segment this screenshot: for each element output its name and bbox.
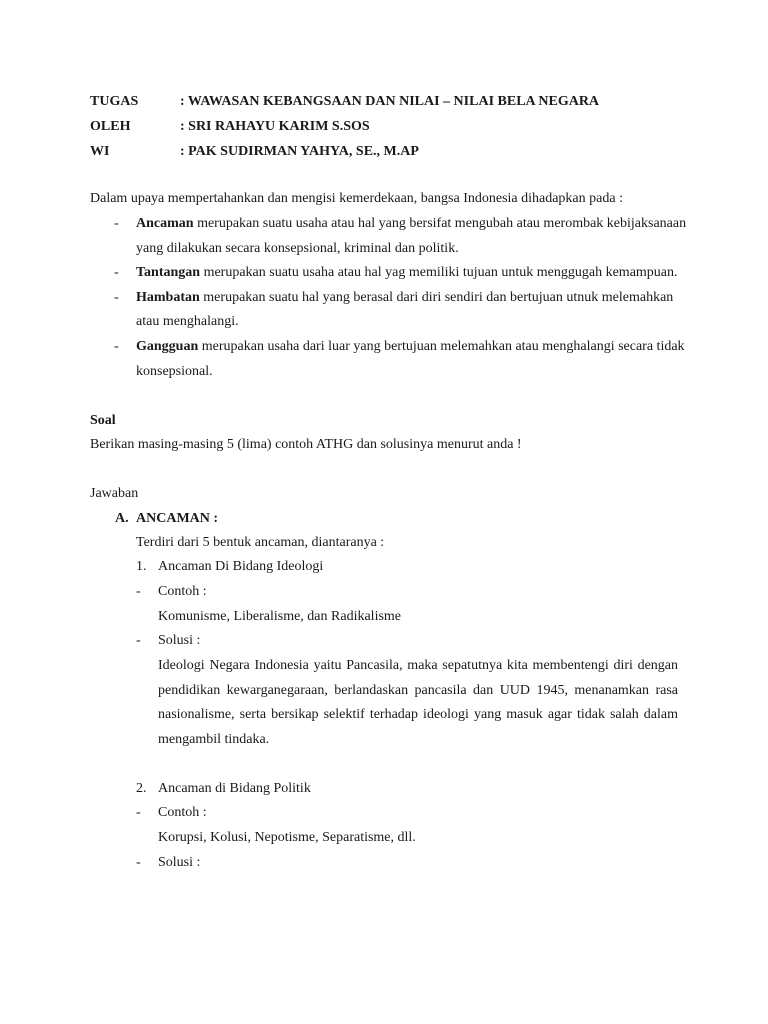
list-dash: -: [136, 855, 141, 870]
list-dash: -: [114, 216, 119, 231]
sub-title: Ancaman Di Bidang Ideologi: [158, 559, 324, 574]
solusi-line: Ideologi Negara Indonesia yaitu Pancasila, maka sepatutnya kita membentengi diri dengan: [158, 658, 678, 673]
section-intro: Terdiri dari 5 bentuk ancaman, diantaranya :: [136, 535, 385, 550]
list-dash: -: [114, 339, 119, 354]
solusi-line: mengambil tindaka.: [158, 732, 270, 747]
contoh-text: Korupsi, Kolusi, Nepotisme, Separatisme, dll.: [158, 830, 416, 845]
list-item-continuation: yang dilakukan secara konsepsional, kriminal dan politik.: [136, 241, 459, 256]
sub-number: 2.: [136, 781, 147, 796]
header-value-tugas: : WAWASAN KEBANGSAAN DAN NILAI – NILAI BELA NEGARA: [180, 94, 600, 109]
sub-number: 1.: [136, 559, 147, 574]
list-item-term: Ancaman: [136, 216, 194, 231]
solusi-label: Solusi :: [158, 633, 201, 648]
solusi-line: pendidikan kewarganegaraan, berlandaskan pancasila dan UUD 1945, menanamkan rasa: [158, 683, 678, 698]
section-letter: A.: [115, 511, 129, 526]
list-dash: -: [136, 805, 141, 820]
list-item-term: Hambatan: [136, 290, 200, 305]
contoh-text: Komunisme, Liberalisme, dan Radikalisme: [158, 609, 402, 624]
list-item-desc: merupakan usaha dari luar yang bertujuan melemahkan atau menghalangi secara tidak: [198, 339, 685, 354]
sub-title: Ancaman di Bidang Politik: [158, 781, 311, 796]
list-item-continuation: konsepsional.: [136, 364, 213, 379]
list-item-desc: merupakan suatu usaha atau hal yag memiliki tujuan untuk menggugah kemampuan.: [200, 265, 678, 280]
contoh-label: Contoh :: [158, 805, 207, 820]
list-dash: -: [114, 290, 119, 305]
list-dash: -: [114, 265, 119, 280]
contoh-label: Contoh :: [158, 584, 207, 599]
header-value-oleh: : SRI RAHAYU KARIM S.SOS: [180, 119, 370, 134]
list-item-hambatan: [136, 290, 673, 306]
list-dash: -: [136, 584, 141, 599]
soal-heading: Soal: [90, 413, 116, 428]
list-item-ancaman: [136, 216, 686, 232]
list-item-desc: merupakan suatu hal yang berasal dari diri sendiri dan bertujuan utnuk melemahkan: [199, 290, 674, 305]
solusi-label: Solusi :: [158, 855, 201, 870]
soal-text: Berikan masing-masing 5 (lima) contoh ATHG dan solusinya menurut anda !: [90, 437, 522, 452]
list-item-tantangan: [136, 265, 678, 281]
header-label-tugas: TUGAS: [90, 94, 139, 109]
list-item-desc: merupakan suatu usaha atau hal yang bersifat mengubah atau merombak kebijaksanaan: [193, 216, 687, 231]
intro-text: Dalam upaya mempertahankan dan mengisi kemerdekaan, bangsa Indonesia dihadapkan pada :: [90, 191, 623, 206]
list-item-term: Gangguan: [136, 339, 199, 354]
header-label-oleh: OLEH: [90, 119, 131, 134]
jawaban-heading: Jawaban: [90, 486, 139, 501]
header-label-wi: WI: [90, 144, 110, 159]
header-value-wi: : PAK SUDIRMAN YAHYA, SE., M.AP: [180, 144, 419, 159]
solusi-line: nasionalisme, serta bersikap selektif terhadap ideologi yang masuk agar tidak salah dalam: [158, 707, 678, 722]
list-item-continuation: atau menghalangi.: [136, 314, 239, 329]
section-title: ANCAMAN :: [136, 511, 219, 526]
list-dash: -: [136, 633, 141, 648]
list-item-term: Tantangan: [136, 265, 201, 280]
list-item-gangguan: [136, 339, 685, 355]
